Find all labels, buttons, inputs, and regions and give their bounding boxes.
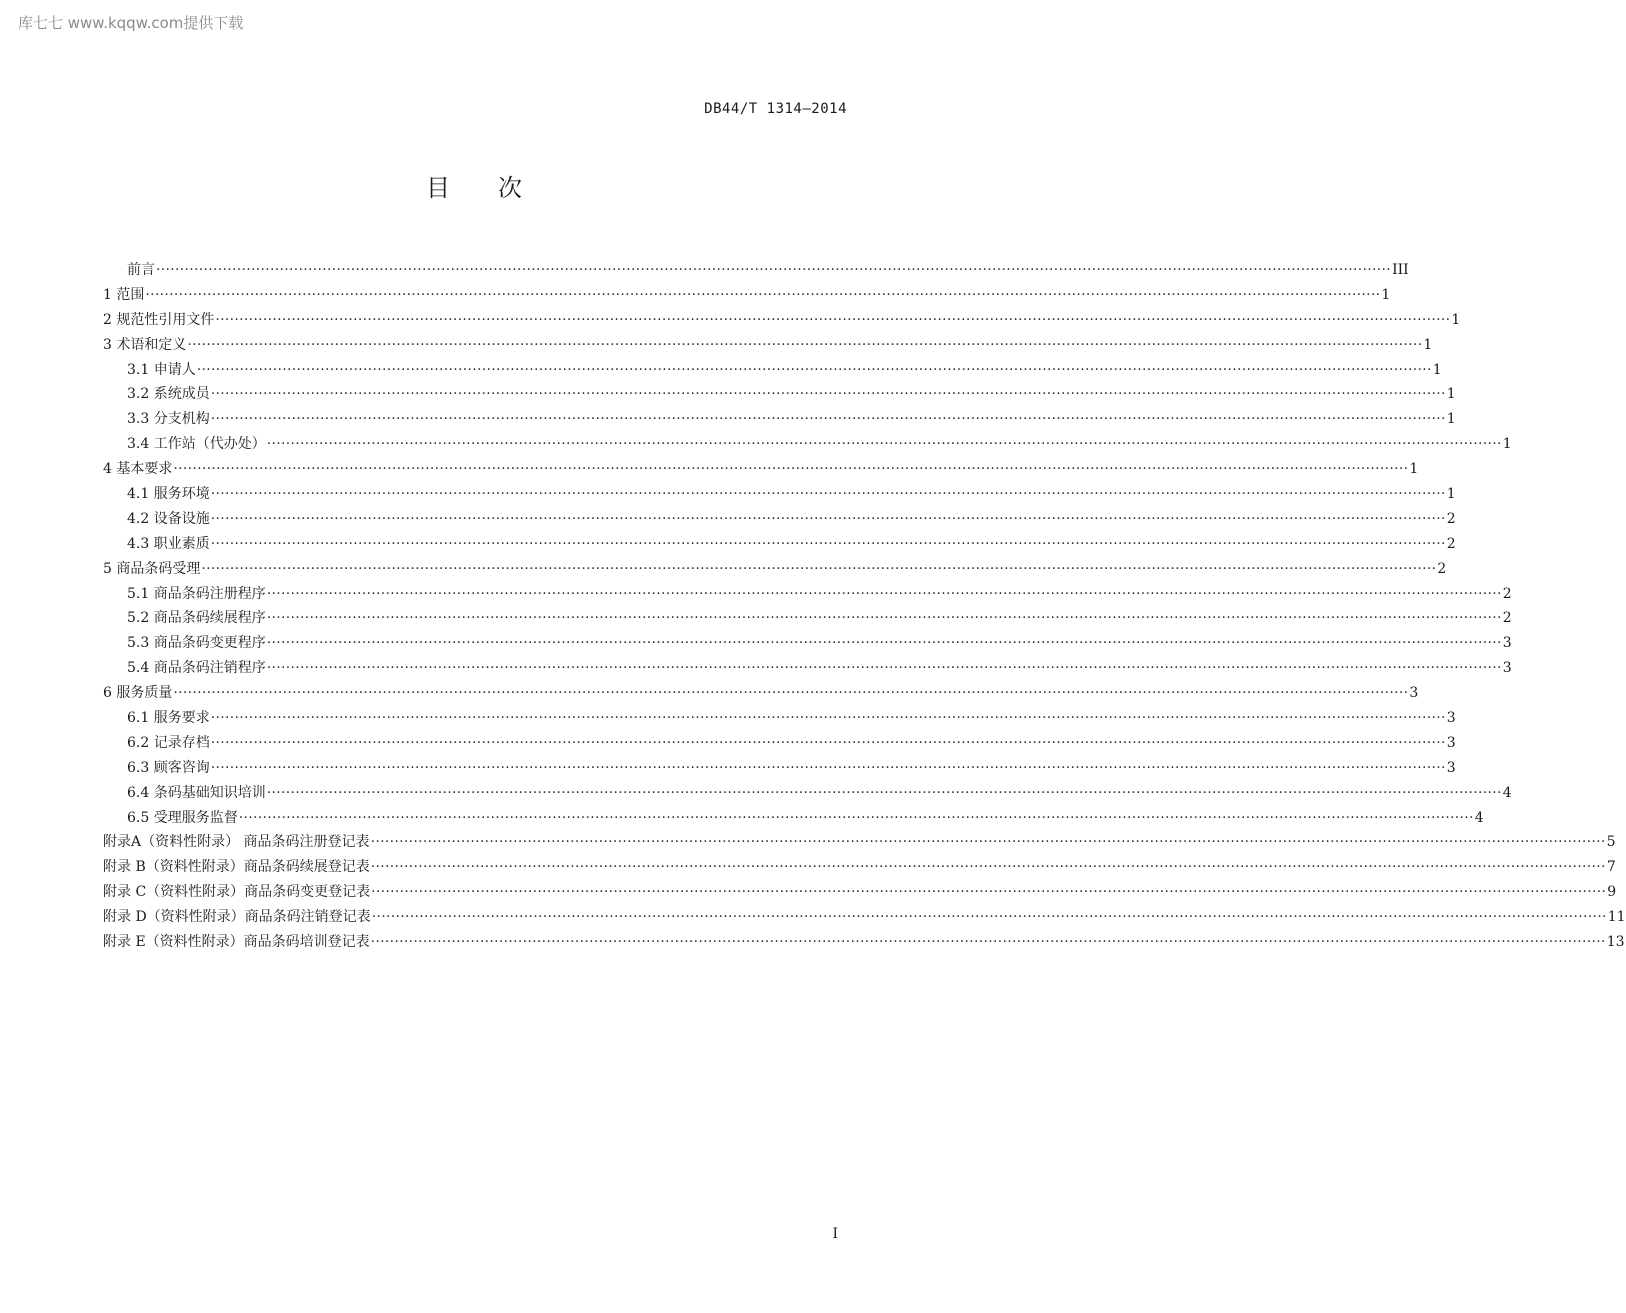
toc-entry-label: 5.4 商品条码注销程序 [127,660,266,677]
toc-entry-label: 4.1 服务环境 [127,486,210,503]
toc-entry[interactable] [103,482,1456,507]
toc-entry-label: 附录 D（资料性附录）商品条码注销登记表 [103,909,371,926]
toc-entry-page: 2 [1502,585,1512,602]
toc-entry-page: 4 [1502,784,1512,801]
toc-entry[interactable] [103,830,1616,855]
toc-entry-page: 1 [1423,336,1433,353]
toc-entry[interactable] [103,258,1409,283]
toc-dot-leader: ···································································································································································································································································· [210,710,1446,727]
toc-entry-label: 6.1 服务要求 [127,710,210,727]
toc-entry-label: 3.2 系统成员 [127,386,210,403]
toc-entry-label: 5.3 商品条码变更程序 [127,635,266,652]
toc-entry-label: 3.4 工作站（代办处） [127,436,266,453]
toc-entry-page: 9 [1607,884,1617,901]
toc-dot-leader: ···································································································································································································································································· [210,535,1446,552]
toc-entry-label: 3.1 申请人 [127,361,196,378]
toc-entry-label: 5 商品条码受理 [103,560,201,577]
toc-entry-label: 5.2 商品条码续展程序 [127,610,266,627]
toc-dot-leader: ···································································································································································································································································· [156,262,1392,278]
toc-dot-leader: ···································································································································································································································································· [266,436,1502,453]
toc-entry-label: 4.3 职业素质 [127,535,210,552]
toc-entry[interactable] [103,656,1512,681]
toc-dot-leader: ···································································································································································································································································· [210,759,1446,776]
toc-entry-page: 3 [1409,685,1419,702]
toc-dot-leader: ···································································································································································································································································· [266,635,1502,652]
toc-entry-page: 3 [1502,660,1512,677]
toc-entry-label: 3.3 分支机构 [127,411,210,428]
toc-entry-page: 1 [1446,411,1456,428]
toc-entry-label: 附录A（资料性附录） 商品条码注册登记表 [103,834,370,851]
toc-entry[interactable] [103,806,1484,831]
toc-entry-label: 6.4 条码基础知识培训 [127,784,266,801]
toc-dot-leader: ···································································································································································································································································· [173,461,1409,478]
document-code: DB44/T 1314—2014 [704,101,847,117]
toc-entry-page: III [1392,262,1409,278]
toc-entry-page: 1 [1409,461,1419,478]
toc-entry[interactable] [103,432,1512,457]
toc-entry-page: 1 [1446,386,1456,403]
toc-entry-label: 4 基本要求 [103,461,173,478]
toc-entry[interactable] [103,781,1512,806]
toc-entry-label: 6.5 受理服务监督 [127,809,238,826]
page-title [0,168,950,203]
toc-dot-leader: ···································································································································································································································································· [210,411,1446,428]
toc-entry[interactable] [103,283,1391,308]
toc-entry-page: 1 [1451,311,1461,328]
toc-dot-leader: ···································································································································································································································································· [370,859,1606,876]
toc-entry[interactable] [103,358,1442,383]
toc-entry-label: 6.2 记录存档 [127,734,210,751]
toc-dot-leader: ···································································································································································································································································· [266,585,1502,602]
toc-dot-leader: ···································································································································································································································································· [215,311,1451,328]
title-char-2: 次 [498,174,524,202]
toc-entry-label: 前言 [127,262,155,278]
toc-entry[interactable] [103,880,1617,905]
toc-entry-page: 13 [1606,934,1625,951]
toc-entry[interactable] [103,457,1419,482]
toc-entry[interactable] [103,731,1456,756]
toc-entry-label: 6 服务质量 [103,685,173,702]
toc-dot-leader: ···································································································································································································································································· [266,784,1502,801]
toc-entry-page: 11 [1607,909,1626,926]
toc-entry-page: 2 [1446,535,1456,552]
toc-dot-leader: ···································································································································································································································································· [210,486,1446,503]
toc-dot-leader: ···································································································································································································································································· [370,834,1606,851]
toc-entry-page: 2 [1502,610,1512,627]
toc-dot-leader: ···································································································································································································································································· [210,386,1446,403]
toc-entry-page: 3 [1502,635,1512,652]
toc-dot-leader: ···································································································································································································································································· [187,336,1423,353]
toc-entry[interactable] [103,905,1626,930]
toc-entry-page: 4 [1474,809,1484,826]
toc-entry-label: 3 术语和定义 [103,336,187,353]
toc-entry[interactable] [103,557,1447,582]
title-char-1: 目 [426,174,452,202]
toc-entry-label: 6.3 顾客咨询 [127,759,210,776]
toc-entry-label: 附录 C（资料性附录）商品条码变更登记表 [103,884,371,901]
table-of-contents [103,258,1626,955]
toc-entry-label: 附录 E（资料性附录）商品条码培训登记表 [103,934,370,951]
toc-dot-leader: ···································································································································································································································································· [371,884,1607,901]
toc-entry-page: 3 [1446,710,1456,727]
toc-entry[interactable] [103,532,1456,557]
toc-entry[interactable] [103,930,1625,955]
toc-entry[interactable] [103,855,1616,880]
toc-dot-leader: ···································································································································································································································································· [238,809,1474,826]
toc-dot-leader: ···································································································································································································································································· [145,286,1381,303]
toc-entry-page: 5 [1606,834,1616,851]
page-number: I [832,1226,838,1242]
toc-entry-page: 1 [1432,361,1442,378]
toc-entry-page: 1 [1381,286,1391,303]
toc-dot-leader: ···································································································································································································································································· [266,660,1502,677]
toc-entry-label: 附录 B（资料性附录）商品条码续展登记表 [103,859,370,876]
toc-entry-page: 2 [1446,510,1456,527]
toc-dot-leader: ···································································································································································································································································· [370,934,1606,951]
toc-entry[interactable] [103,407,1456,432]
toc-entry-page: 3 [1446,759,1456,776]
toc-entry-page: 1 [1446,486,1456,503]
toc-entry-label: 2 规范性引用文件 [103,311,215,328]
toc-entry[interactable] [103,681,1419,706]
toc-entry[interactable] [103,706,1456,731]
toc-entry[interactable] [103,756,1456,781]
toc-entry-page: 1 [1502,436,1512,453]
toc-entry[interactable] [103,606,1512,631]
toc-entry[interactable] [103,507,1456,532]
toc-entry-page: 2 [1437,560,1447,577]
toc-dot-leader: ···································································································································································································································································· [201,560,1437,577]
toc-dot-leader: ···································································································································································································································································· [210,510,1446,527]
toc-dot-leader: ···································································································································································································································································· [371,909,1607,926]
toc-dot-leader: ···································································································································································································································································· [196,361,1432,378]
toc-entry[interactable] [103,308,1461,333]
watermark-text: 库七七 www.kqqw.com提供下载 [18,14,244,32]
toc-entry-page: 3 [1446,734,1456,751]
toc-dot-leader: ···································································································································································································································································· [266,610,1502,627]
toc-entry-label: 4.2 设备设施 [127,510,210,527]
toc-entry[interactable] [103,382,1456,407]
toc-entry[interactable] [103,631,1512,656]
toc-dot-leader: ···································································································································································································································································· [210,734,1446,751]
toc-entry[interactable] [103,582,1512,607]
toc-entry-label: 1 范围 [103,286,145,303]
toc-dot-leader: ···································································································································································································································································· [173,685,1409,702]
toc-entry-label: 5.1 商品条码注册程序 [127,585,266,602]
toc-entry[interactable] [103,333,1433,358]
toc-entry-page: 7 [1606,859,1616,876]
